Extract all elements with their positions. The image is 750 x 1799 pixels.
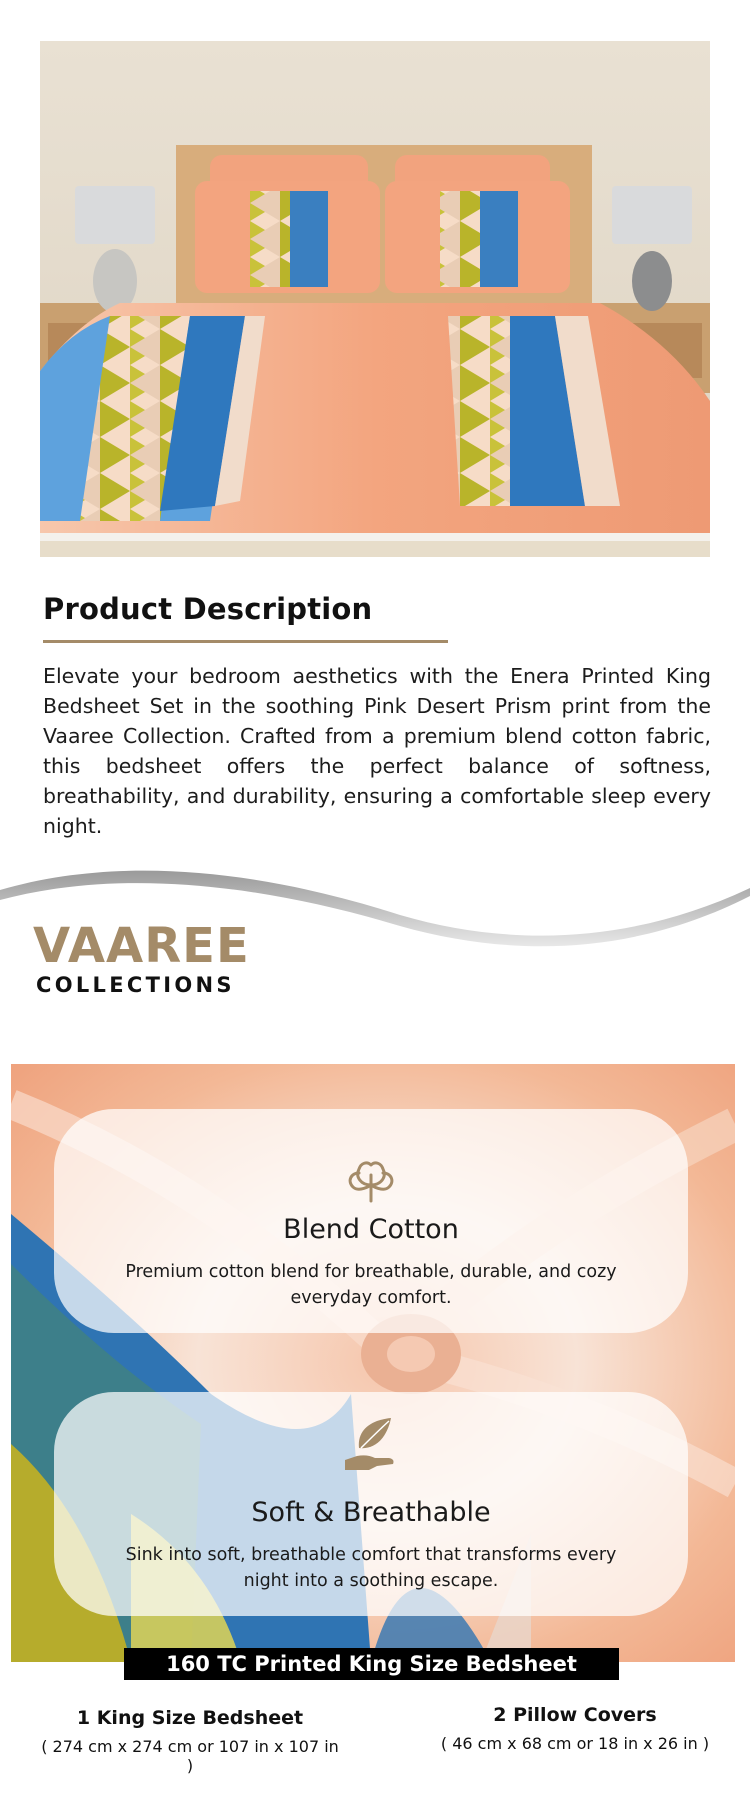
content-item-title: 1 King Size Bedsheet — [76, 1707, 304, 1729]
leaf-hand-icon — [341, 1414, 401, 1474]
heading-underline — [43, 640, 448, 643]
product-banner: 160 TC Printed King Size Bedsheet — [124, 1648, 619, 1680]
feature-text: Premium cotton blend for breathable, durable, and cozy everyday comfort. — [125, 1262, 617, 1308]
content-item-bedsheet — [40, 1707, 340, 1775]
content-item-pillow-covers — [432, 1704, 718, 1753]
product-description-heading: Product Description — [43, 592, 373, 626]
product-description-text: Elevate your bedroom aesthetics with the Enera Printed King Bedsheet Set in the soothing Pink Desert Prism print from the Vaaree Collection. Crafted from a premium blend cotton fabric, this bedsheet offers the perfect balance of softness, breathability, and durability, ensuring a comfortable sleep every night. — [43, 664, 711, 838]
feature-card-soft-breathable — [54, 1392, 688, 1616]
bedroom-illustration — [40, 41, 710, 557]
brand-logo — [33, 918, 250, 997]
feature-title: Blend Cotton — [283, 1214, 459, 1245]
product-hero-image — [40, 41, 710, 557]
brand-name: VAAREE — [33, 918, 250, 974]
content-item-size: ( 46 cm x 68 cm or 18 in x 26 in ) — [440, 1734, 710, 1753]
content-item-title: 2 Pillow Covers — [493, 1704, 657, 1726]
brand-subtitle: COLLECTIONS — [36, 973, 235, 997]
content-item-size: ( 274 cm x 274 cm or 107 in x 107 in ) — [41, 1737, 339, 1775]
feature-text: Sink into soft, breathable comfort that transforms every night into a soothing escape. — [125, 1545, 617, 1591]
feature-title: Soft & Breathable — [251, 1497, 491, 1528]
fabric-feature-panel — [11, 1064, 735, 1662]
feature-card-blend-cotton — [54, 1109, 688, 1333]
cotton-flower-icon — [341, 1147, 401, 1207]
